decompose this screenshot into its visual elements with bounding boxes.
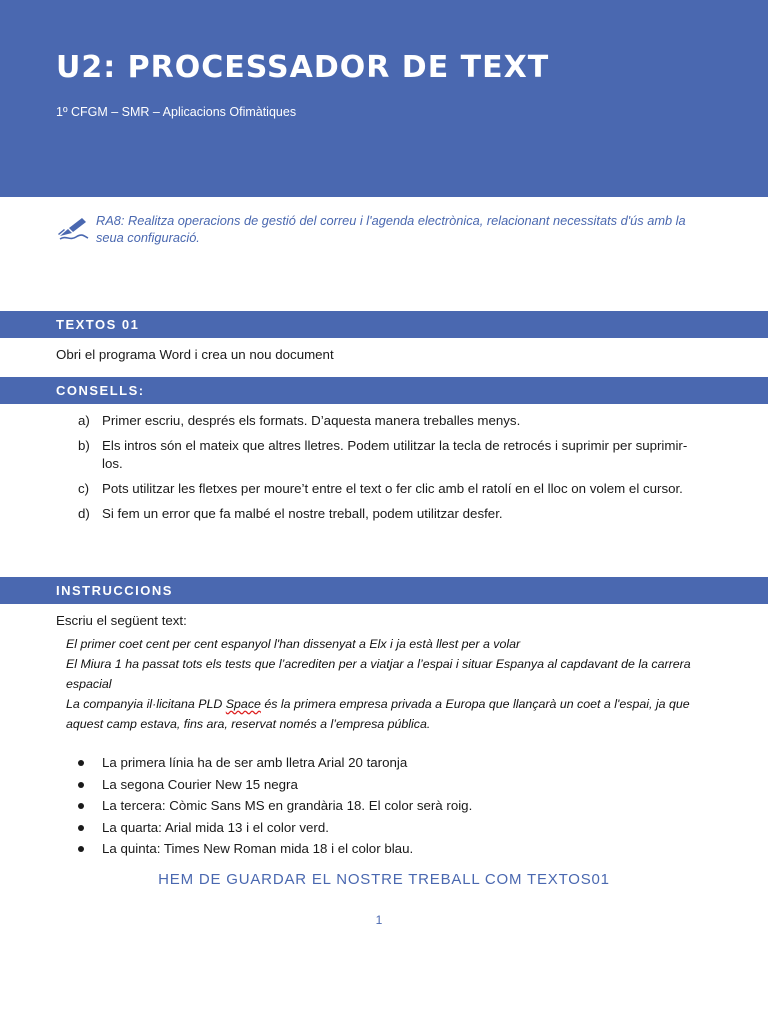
- list-item: [78, 795, 698, 817]
- sample-text-block: [66, 634, 706, 734]
- spellcheck-flagged-word: Space: [225, 697, 261, 711]
- list-item: [78, 412, 698, 430]
- save-reminder: HEM DE GUARDAR EL NOSTRE TREBALL COM TEXTOS01: [158, 871, 610, 888]
- bullet-icon: [78, 782, 84, 788]
- list-item: [78, 838, 698, 860]
- list-item-text: La quinta: Times New Roman mida 18 i el color blau.: [102, 841, 414, 856]
- list-item: [78, 752, 698, 774]
- sample-text-line-2: El Miura 1 ha passat tots els tests que l’acrediten per a viatjar a l’espai i situar Espanya al capdavant de la carrera espacial: [66, 657, 691, 691]
- page-number: 1: [375, 913, 383, 927]
- formatting-instructions-list: [78, 752, 698, 860]
- list-item-text: La segona Courier New 15 negra: [102, 776, 298, 792]
- section-heading-textos: TEXTOS 01: [0, 311, 768, 338]
- sample-text-line-3-end: és la primera empresa privada a Europa que llançarà un coet a l'espai, ja que aquest camp estava, fins ara, reservat només a l’empresa pública.: [66, 697, 690, 731]
- list-item: [78, 437, 698, 473]
- list-marker: c): [78, 481, 90, 496]
- list-item-text: La tercera: Còmic Sans MS en grandària 18. El color serà roig.: [102, 798, 473, 813]
- instruccions-intro: Escriu el següent text:: [56, 613, 187, 628]
- advice-list: [78, 412, 698, 530]
- sample-text-line-3-start: La companyia il·licitana PLD: [66, 697, 226, 711]
- document-subtitle: 1º CFGM – SMR – Aplicacions Ofimàtiques: [56, 105, 297, 119]
- bullet-icon: [78, 846, 84, 852]
- list-marker: a): [78, 413, 90, 428]
- textos-body: Obri el programa Word i crea un nou document: [56, 347, 334, 362]
- list-item-text: Els intros són el mateix que altres lletres. Podem utilitzar la tecla de retrocés i suprimir per suprimir-los.: [102, 438, 688, 471]
- list-item-text: La quarta: Arial mida 13 i el color verd.: [102, 819, 329, 835]
- bullet-icon: [78, 760, 84, 766]
- list-item: [78, 774, 698, 796]
- list-marker: b): [78, 438, 90, 453]
- list-item: [78, 817, 698, 839]
- list-item-text: Si fem un error que fa malbé el nostre treball, podem utilitzar desfer.: [102, 506, 503, 521]
- sample-text-line-3: [66, 694, 706, 734]
- document-title: U2: PROCESSADOR DE TEXT: [56, 50, 550, 85]
- section-heading-consells: CONSELLS:: [0, 377, 768, 404]
- list-item-text: La primera línia ha de ser amb lletra Arial 20 taronja: [102, 755, 408, 770]
- list-marker: d): [78, 506, 90, 521]
- header-banner: [0, 0, 768, 197]
- list-item: [78, 505, 698, 523]
- bullet-icon: [78, 803, 84, 809]
- list-item: [78, 480, 698, 498]
- section-heading-instruccions: INSTRUCCIONS: [0, 577, 768, 604]
- list-item-text: Primer escriu, després els formats. D’aquesta manera treballes menys.: [102, 413, 521, 428]
- bullet-icon: [78, 825, 84, 831]
- sample-text-line-1: El primer coet cent per cent espanyol l'han dissenyat a Elx i ja està llest per a volar: [66, 637, 521, 651]
- learning-outcome-text: RA8: Realitza operacions de gestió del correu i l'agenda electrònica, relacionant necessitats d'ús amb la seua configuració.: [96, 213, 686, 245]
- list-item-text: Pots utilitzar les fletxes per moure’t entre el text o fer clic amb el ratolí en el lloc on volem el cursor.: [102, 481, 683, 496]
- pen-writing-icon: [56, 216, 90, 242]
